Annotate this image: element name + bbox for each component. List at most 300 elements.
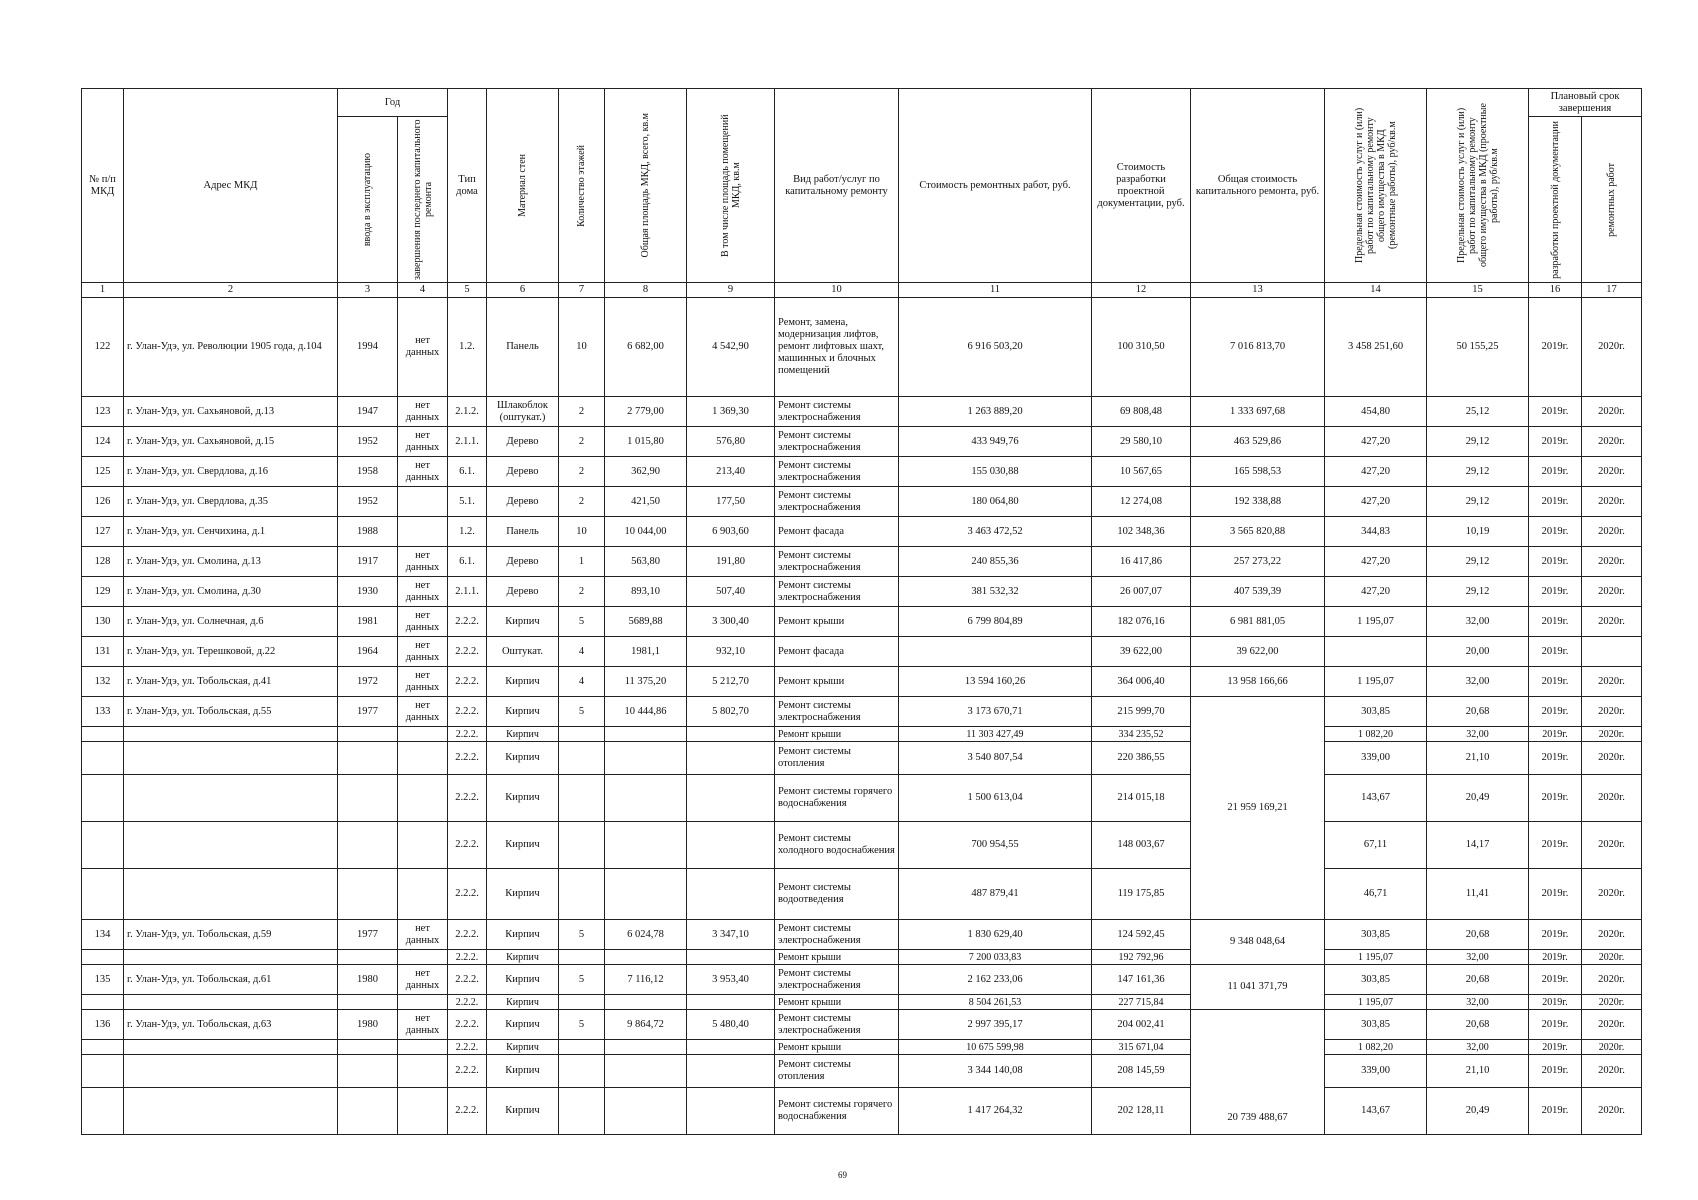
col-number: 16 xyxy=(1529,283,1582,298)
cell-limit-project: 10,19 xyxy=(1427,517,1529,547)
cell-house-type: 5.1. xyxy=(448,487,487,517)
col-number: 9 xyxy=(687,283,775,298)
cell-plan-repair: 2020г. xyxy=(1582,457,1642,487)
cell-address: г. Улан-Удэ, ул. Тобольская, д.59 xyxy=(124,920,338,950)
cell-total-cost: 21 959 169,21 xyxy=(1191,697,1325,920)
table-row xyxy=(82,742,1642,775)
capital-repair-table-sheet xyxy=(81,88,1641,1135)
cell-wall-material: Дерево xyxy=(487,457,559,487)
cell-limit-repair: 1 195,07 xyxy=(1325,607,1427,637)
cell-project-cost: 214 015,18 xyxy=(1092,775,1191,822)
cell-year-repair: нет данных xyxy=(398,547,448,577)
cell-plan-project: 2019г. xyxy=(1529,1055,1582,1088)
cell-repair-cost xyxy=(899,637,1092,667)
cell-plan-project: 2019г. xyxy=(1529,995,1582,1010)
cell-year-commission: 1952 xyxy=(338,487,398,517)
cell-premises-area: 3 300,40 xyxy=(687,607,775,637)
cell-total-area: 1 015,80 xyxy=(605,427,687,457)
col-number: 10 xyxy=(775,283,899,298)
cell-floors: 2 xyxy=(559,397,605,427)
header-plan-project: разработки проектной документации xyxy=(1529,117,1582,283)
header-floors: Количество этажей xyxy=(559,89,605,283)
cell-work-type: Ремонт, замена, модернизация лифтов, ремонт лифтовых шахт, машинных и блочных помещений xyxy=(775,298,899,397)
col-number: 4 xyxy=(398,283,448,298)
cell-wall-material: Дерево xyxy=(487,427,559,457)
cell-house-type: 2.2.2. xyxy=(448,742,487,775)
cell-premises-area: 4 542,90 xyxy=(687,298,775,397)
cell-floors: 1 xyxy=(559,547,605,577)
cell-repair-cost: 13 594 160,26 xyxy=(899,667,1092,697)
table-row xyxy=(82,577,1642,607)
cell-project-cost: 10 567,65 xyxy=(1092,457,1191,487)
cell-repair-cost: 1 500 613,04 xyxy=(899,775,1092,822)
cell-plan-project: 2019г. xyxy=(1529,397,1582,427)
cell-wall-material: Дерево xyxy=(487,577,559,607)
cell-house-type: 1.2. xyxy=(448,517,487,547)
cell-total-area: 10 444,86 xyxy=(605,697,687,727)
cell-number: 130 xyxy=(82,607,124,637)
cell-repair-cost: 7 200 033,83 xyxy=(899,950,1092,965)
cell-total-area: 6 024,78 xyxy=(605,920,687,950)
cell-house-type: 2.2.2. xyxy=(448,637,487,667)
cell-repair-cost: 11 303 427,49 xyxy=(899,727,1092,742)
cell-house-type: 2.2.2. xyxy=(448,667,487,697)
cell-limit-project: 32,00 xyxy=(1427,727,1529,742)
cell-limit-project: 50 155,25 xyxy=(1427,298,1529,397)
capital-repair-table xyxy=(81,88,1642,1135)
cell-number: 132 xyxy=(82,667,124,697)
cell-total-cost: 1 333 697,68 xyxy=(1191,397,1325,427)
cell-wall-material: Панель xyxy=(487,517,559,547)
cell-wall-material: Кирпич xyxy=(487,950,559,965)
cell-year-commission: 1972 xyxy=(338,667,398,697)
cell-total-area: 893,10 xyxy=(605,577,687,607)
cell-limit-repair: 303,85 xyxy=(1325,920,1427,950)
cell-work-type: Ремонт системы электроснабжения xyxy=(775,1010,899,1040)
col-number: 14 xyxy=(1325,283,1427,298)
cell-wall-material: Кирпич xyxy=(487,727,559,742)
table-row xyxy=(82,457,1642,487)
cell-number: 136 xyxy=(82,1010,124,1040)
table-row xyxy=(82,487,1642,517)
cell-plan-repair: 2020г. xyxy=(1582,1088,1642,1135)
cell-limit-project: 32,00 xyxy=(1427,607,1529,637)
cell-plan-project: 2019г. xyxy=(1529,298,1582,397)
cell-plan-project: 2019г. xyxy=(1529,577,1582,607)
cell-repair-cost: 1 263 889,20 xyxy=(899,397,1092,427)
table-row xyxy=(82,697,1642,727)
cell-project-cost: 100 310,50 xyxy=(1092,298,1191,397)
cell-project-cost: 208 145,59 xyxy=(1092,1055,1191,1088)
table-row xyxy=(82,869,1642,920)
header-total-area: Общая площадь МКД, всего, кв.м xyxy=(605,89,687,283)
cell-project-cost: 334 235,52 xyxy=(1092,727,1191,742)
cell-total-cost: 11 041 371,79 xyxy=(1191,965,1325,1010)
cell-year-commission: 1947 xyxy=(338,397,398,427)
table-row xyxy=(82,607,1642,637)
cell-work-type: Ремонт системы электроснабжения xyxy=(775,457,899,487)
cell-premises-area: 3 347,10 xyxy=(687,920,775,950)
cell-plan-project: 2019г. xyxy=(1529,457,1582,487)
cell-total-cost: 39 622,00 xyxy=(1191,637,1325,667)
cell-limit-repair: 339,00 xyxy=(1325,742,1427,775)
cell-total-area: 10 044,00 xyxy=(605,517,687,547)
cell-house-type: 2.2.2. xyxy=(448,869,487,920)
cell-year-repair: нет данных xyxy=(398,1010,448,1040)
cell-repair-cost: 3 463 472,52 xyxy=(899,517,1092,547)
cell-year-repair: нет данных xyxy=(398,298,448,397)
cell-limit-repair: 143,67 xyxy=(1325,775,1427,822)
cell-address: г. Улан-Удэ, ул. Терешковой, д.22 xyxy=(124,637,338,667)
cell-number: 128 xyxy=(82,547,124,577)
cell-address: г. Улан-Удэ, ул. Смолина, д.30 xyxy=(124,577,338,607)
cell-limit-project: 29,12 xyxy=(1427,427,1529,457)
cell-wall-material: Оштукат. xyxy=(487,637,559,667)
cell-wall-material: Кирпич xyxy=(487,607,559,637)
cell-work-type: Ремонт крыши xyxy=(775,1040,899,1055)
cell-house-type: 2.2.2. xyxy=(448,607,487,637)
cell-house-type: 6.1. xyxy=(448,547,487,577)
cell-plan-repair xyxy=(1582,637,1642,667)
cell-year-commission: 1988 xyxy=(338,517,398,547)
cell-floors: 2 xyxy=(559,577,605,607)
cell-wall-material: Кирпич xyxy=(487,920,559,950)
cell-house-type: 2.2.2. xyxy=(448,950,487,965)
cell-address: г. Улан-Удэ, ул. Тобольская, д.61 xyxy=(124,965,338,995)
table-row xyxy=(82,1088,1642,1135)
cell-house-type: 2.2.2. xyxy=(448,697,487,727)
col-number: 8 xyxy=(605,283,687,298)
cell-number: 124 xyxy=(82,427,124,457)
cell-total-cost: 257 273,22 xyxy=(1191,547,1325,577)
table-row xyxy=(82,1055,1642,1088)
cell-wall-material: Кирпич xyxy=(487,822,559,869)
cell-limit-repair: 303,85 xyxy=(1325,965,1427,995)
page-number: 69 xyxy=(838,1170,847,1180)
cell-number: 129 xyxy=(82,577,124,607)
cell-plan-project: 2019г. xyxy=(1529,775,1582,822)
cell-number: 127 xyxy=(82,517,124,547)
cell-wall-material: Кирпич xyxy=(487,965,559,995)
cell-house-type: 2.2.2. xyxy=(448,775,487,822)
cell-work-type: Ремонт системы горячего водоснабжения xyxy=(775,775,899,822)
cell-work-type: Ремонт крыши xyxy=(775,995,899,1010)
cell-repair-cost: 6 916 503,20 xyxy=(899,298,1092,397)
header-work-type: Вид работ/услуг по капитальному ремонту xyxy=(775,89,899,283)
header-limit-project: Предельная стоимость услуг и (или) работ по капитальному ремонту общего имущества в МКД (проектные работы), руб/кв.м xyxy=(1427,89,1529,283)
cell-repair-cost: 1 830 629,40 xyxy=(899,920,1092,950)
cell-limit-project: 20,49 xyxy=(1427,775,1529,822)
cell-repair-cost: 2 162 233,06 xyxy=(899,965,1092,995)
col-number: 11 xyxy=(899,283,1092,298)
cell-plan-repair: 2020г. xyxy=(1582,965,1642,995)
cell-plan-project: 2019г. xyxy=(1529,950,1582,965)
cell-limit-repair: 143,67 xyxy=(1325,1088,1427,1135)
cell-floors: 2 xyxy=(559,457,605,487)
cell-project-cost: 119 175,85 xyxy=(1092,869,1191,920)
header-address: Адрес МКД xyxy=(124,89,338,283)
cell-work-type: Ремонт системы электроснабжения xyxy=(775,427,899,457)
cell-plan-project: 2019г. xyxy=(1529,869,1582,920)
cell-plan-project: 2019г. xyxy=(1529,517,1582,547)
cell-limit-repair: 46,71 xyxy=(1325,869,1427,920)
cell-limit-repair: 344,83 xyxy=(1325,517,1427,547)
cell-house-type: 2.2.2. xyxy=(448,965,487,995)
cell-total-cost: 463 529,86 xyxy=(1191,427,1325,457)
cell-work-type: Ремонт системы отопления xyxy=(775,742,899,775)
cell-floors: 2 xyxy=(559,487,605,517)
cell-floors: 5 xyxy=(559,697,605,727)
cell-number: 122 xyxy=(82,298,124,397)
cell-total-cost: 9 348 048,64 xyxy=(1191,920,1325,965)
table-row xyxy=(82,995,1642,1010)
cell-limit-repair: 303,85 xyxy=(1325,1010,1427,1040)
cell-project-cost: 124 592,45 xyxy=(1092,920,1191,950)
cell-wall-material: Кирпич xyxy=(487,1040,559,1055)
cell-plan-repair: 2020г. xyxy=(1582,607,1642,637)
cell-limit-repair: 427,20 xyxy=(1325,487,1427,517)
cell-limit-project: 20,00 xyxy=(1427,637,1529,667)
col-number: 2 xyxy=(124,283,338,298)
col-number: 15 xyxy=(1427,283,1529,298)
cell-number: 135 xyxy=(82,965,124,995)
cell-plan-project: 2019г. xyxy=(1529,607,1582,637)
cell-plan-project: 2019г. xyxy=(1529,637,1582,667)
cell-house-type: 2.2.2. xyxy=(448,1040,487,1055)
cell-year-repair: нет данных xyxy=(398,697,448,727)
cell-project-cost: 102 348,36 xyxy=(1092,517,1191,547)
cell-repair-cost: 487 879,41 xyxy=(899,869,1092,920)
cell-address: г. Улан-Удэ, ул. Тобольская, д.55 xyxy=(124,697,338,727)
cell-limit-project: 20,68 xyxy=(1427,920,1529,950)
cell-limit-project: 20,68 xyxy=(1427,697,1529,727)
cell-wall-material: Кирпич xyxy=(487,1010,559,1040)
cell-work-type: Ремонт крыши xyxy=(775,607,899,637)
cell-year-commission: 1964 xyxy=(338,637,398,667)
cell-project-cost: 192 792,96 xyxy=(1092,950,1191,965)
header-plan-repair: ремонтных работ xyxy=(1582,117,1642,283)
header-repair-cost: Стоимость ремонтных работ, руб. xyxy=(899,89,1092,283)
table-row xyxy=(82,298,1642,397)
cell-number: 125 xyxy=(82,457,124,487)
cell-floors: 5 xyxy=(559,1010,605,1040)
cell-total-area: 2 779,00 xyxy=(605,397,687,427)
cell-house-type: 2.2.2. xyxy=(448,727,487,742)
cell-limit-repair: 454,80 xyxy=(1325,397,1427,427)
cell-floors: 2 xyxy=(559,427,605,457)
cell-address: г. Улан-Удэ, ул. Смолина, д.13 xyxy=(124,547,338,577)
cell-plan-project: 2019г. xyxy=(1529,697,1582,727)
cell-wall-material: Кирпич xyxy=(487,869,559,920)
cell-project-cost: 69 808,48 xyxy=(1092,397,1191,427)
table-row xyxy=(82,775,1642,822)
cell-limit-repair xyxy=(1325,637,1427,667)
cell-limit-repair: 1 195,07 xyxy=(1325,950,1427,965)
cell-floors: 4 xyxy=(559,667,605,697)
cell-premises-area: 191,80 xyxy=(687,547,775,577)
cell-plan-repair: 2020г. xyxy=(1582,1055,1642,1088)
table-row xyxy=(82,727,1642,742)
cell-house-type: 2.2.2. xyxy=(448,995,487,1010)
cell-total-area: 563,80 xyxy=(605,547,687,577)
cell-plan-repair: 2020г. xyxy=(1582,397,1642,427)
col-number: 7 xyxy=(559,283,605,298)
cell-house-type: 2.2.2. xyxy=(448,822,487,869)
cell-wall-material: Кирпич xyxy=(487,775,559,822)
cell-house-type: 2.1.2. xyxy=(448,397,487,427)
header-limit-repair: Предельная стоимость услуг и (или) работ по капитальному ремонту общего имущества в МКД (ремонтные работы), руб/кв.м xyxy=(1325,89,1427,283)
cell-year-repair: нет данных xyxy=(398,637,448,667)
col-number: 1 xyxy=(82,283,124,298)
cell-plan-project: 2019г. xyxy=(1529,427,1582,457)
cell-project-cost: 26 007,07 xyxy=(1092,577,1191,607)
cell-total-cost: 165 598,53 xyxy=(1191,457,1325,487)
table-row xyxy=(82,637,1642,667)
cell-work-type: Ремонт системы горячего водоснабжения xyxy=(775,1088,899,1135)
cell-address: г. Улан-Удэ, ул. Свердлова, д.16 xyxy=(124,457,338,487)
cell-repair-cost: 1 417 264,32 xyxy=(899,1088,1092,1135)
col-number: 17 xyxy=(1582,283,1642,298)
cell-project-cost: 12 274,08 xyxy=(1092,487,1191,517)
cell-repair-cost: 155 030,88 xyxy=(899,457,1092,487)
table-row xyxy=(82,920,1642,950)
cell-plan-repair: 2020г. xyxy=(1582,822,1642,869)
cell-premises-area: 1 369,30 xyxy=(687,397,775,427)
cell-year-repair: нет данных xyxy=(398,427,448,457)
cell-floors: 10 xyxy=(559,298,605,397)
cell-limit-repair: 1 082,20 xyxy=(1325,727,1427,742)
cell-premises-area: 5 802,70 xyxy=(687,697,775,727)
col-number: 13 xyxy=(1191,283,1325,298)
cell-limit-project: 29,12 xyxy=(1427,577,1529,607)
cell-house-type: 2.2.2. xyxy=(448,1088,487,1135)
cell-limit-project: 11,41 xyxy=(1427,869,1529,920)
header-house-type: Тип дома xyxy=(448,89,487,283)
cell-number: 134 xyxy=(82,920,124,950)
cell-plan-repair: 2020г. xyxy=(1582,727,1642,742)
cell-limit-repair: 1 195,07 xyxy=(1325,667,1427,697)
cell-limit-repair: 427,20 xyxy=(1325,427,1427,457)
cell-plan-project: 2019г. xyxy=(1529,1088,1582,1135)
cell-house-type: 6.1. xyxy=(448,457,487,487)
cell-year-repair: нет данных xyxy=(398,920,448,950)
header-year-commission: ввода в эксплуатацию xyxy=(338,117,398,283)
cell-plan-repair: 2020г. xyxy=(1582,950,1642,965)
table-row xyxy=(82,950,1642,965)
cell-project-cost: 204 002,41 xyxy=(1092,1010,1191,1040)
cell-project-cost: 148 003,67 xyxy=(1092,822,1191,869)
cell-limit-repair: 303,85 xyxy=(1325,697,1427,727)
cell-limit-repair: 427,20 xyxy=(1325,457,1427,487)
header-plan-group: Плановый срок завершения xyxy=(1529,89,1642,117)
table-row xyxy=(82,517,1642,547)
cell-limit-repair: 427,20 xyxy=(1325,547,1427,577)
cell-number: 131 xyxy=(82,637,124,667)
cell-project-cost: 16 417,86 xyxy=(1092,547,1191,577)
cell-number: 126 xyxy=(82,487,124,517)
cell-repair-cost: 3 173 670,71 xyxy=(899,697,1092,727)
cell-wall-material: Кирпич xyxy=(487,995,559,1010)
header-project-cost: Стоимость разработки проектной документации, руб. xyxy=(1092,89,1191,283)
cell-work-type: Ремонт системы водоотведения xyxy=(775,869,899,920)
cell-limit-repair: 427,20 xyxy=(1325,577,1427,607)
cell-work-type: Ремонт крыши xyxy=(775,667,899,697)
cell-address: г. Улан-Удэ, ул. Тобольская, д.63 xyxy=(124,1010,338,1040)
cell-project-cost: 220 386,55 xyxy=(1092,742,1191,775)
cell-wall-material: Дерево xyxy=(487,487,559,517)
cell-project-cost: 39 622,00 xyxy=(1092,637,1191,667)
cell-house-type: 1.2. xyxy=(448,298,487,397)
cell-house-type: 2.2.2. xyxy=(448,1010,487,1040)
cell-year-repair: нет данных xyxy=(398,577,448,607)
cell-wall-material: Шлакоблок (оштукат.) xyxy=(487,397,559,427)
header-total-cost: Общая стоимость капитального ремонта, руб. xyxy=(1191,89,1325,283)
cell-number: 123 xyxy=(82,397,124,427)
cell-address: г. Улан-Удэ, ул. Революции 1905 года, д.104 xyxy=(124,298,338,397)
cell-work-type: Ремонт системы холодного водоснабжения xyxy=(775,822,899,869)
cell-premises-area: 3 953,40 xyxy=(687,965,775,995)
cell-plan-repair: 2020г. xyxy=(1582,869,1642,920)
cell-year-repair xyxy=(398,487,448,517)
cell-floors: 5 xyxy=(559,965,605,995)
cell-premises-area: 213,40 xyxy=(687,457,775,487)
cell-limit-project: 32,00 xyxy=(1427,1040,1529,1055)
cell-work-type: Ремонт системы электроснабжения xyxy=(775,965,899,995)
cell-limit-project: 29,12 xyxy=(1427,547,1529,577)
cell-floors: 5 xyxy=(559,607,605,637)
cell-limit-project: 20,68 xyxy=(1427,1010,1529,1040)
cell-work-type: Ремонт системы электроснабжения xyxy=(775,547,899,577)
cell-limit-project: 25,12 xyxy=(1427,397,1529,427)
table-row xyxy=(82,547,1642,577)
cell-repair-cost: 700 954,55 xyxy=(899,822,1092,869)
cell-project-cost: 182 076,16 xyxy=(1092,607,1191,637)
cell-project-cost: 202 128,11 xyxy=(1092,1088,1191,1135)
cell-wall-material: Кирпич xyxy=(487,667,559,697)
cell-plan-project: 2019г. xyxy=(1529,965,1582,995)
cell-wall-material: Кирпич xyxy=(487,1055,559,1088)
cell-total-area: 9 864,72 xyxy=(605,1010,687,1040)
cell-total-area: 1981,1 xyxy=(605,637,687,667)
cell-year-commission: 1917 xyxy=(338,547,398,577)
cell-limit-project: 29,12 xyxy=(1427,457,1529,487)
cell-year-repair: нет данных xyxy=(398,667,448,697)
cell-total-area: 5689,88 xyxy=(605,607,687,637)
cell-limit-repair: 67,11 xyxy=(1325,822,1427,869)
cell-year-commission: 1977 xyxy=(338,697,398,727)
cell-plan-repair: 2020г. xyxy=(1582,577,1642,607)
cell-plan-repair: 2020г. xyxy=(1582,517,1642,547)
cell-plan-repair: 2020г. xyxy=(1582,1040,1642,1055)
cell-year-repair: нет данных xyxy=(398,457,448,487)
cell-premises-area: 576,80 xyxy=(687,427,775,457)
cell-house-type: 2.2.2. xyxy=(448,920,487,950)
cell-work-type: Ремонт системы электроснабжения xyxy=(775,577,899,607)
cell-total-area: 11 375,20 xyxy=(605,667,687,697)
header-wall-material: Материал стен xyxy=(487,89,559,283)
cell-plan-project: 2019г. xyxy=(1529,667,1582,697)
cell-year-commission: 1958 xyxy=(338,457,398,487)
cell-limit-repair: 339,00 xyxy=(1325,1055,1427,1088)
cell-wall-material: Кирпич xyxy=(487,1088,559,1135)
cell-floors: 4 xyxy=(559,637,605,667)
col-number: 5 xyxy=(448,283,487,298)
cell-work-type: Ремонт фасада xyxy=(775,637,899,667)
cell-project-cost: 29 580,10 xyxy=(1092,427,1191,457)
cell-plan-project: 2019г. xyxy=(1529,547,1582,577)
cell-plan-repair: 2020г. xyxy=(1582,427,1642,457)
cell-repair-cost: 10 675 599,98 xyxy=(899,1040,1092,1055)
